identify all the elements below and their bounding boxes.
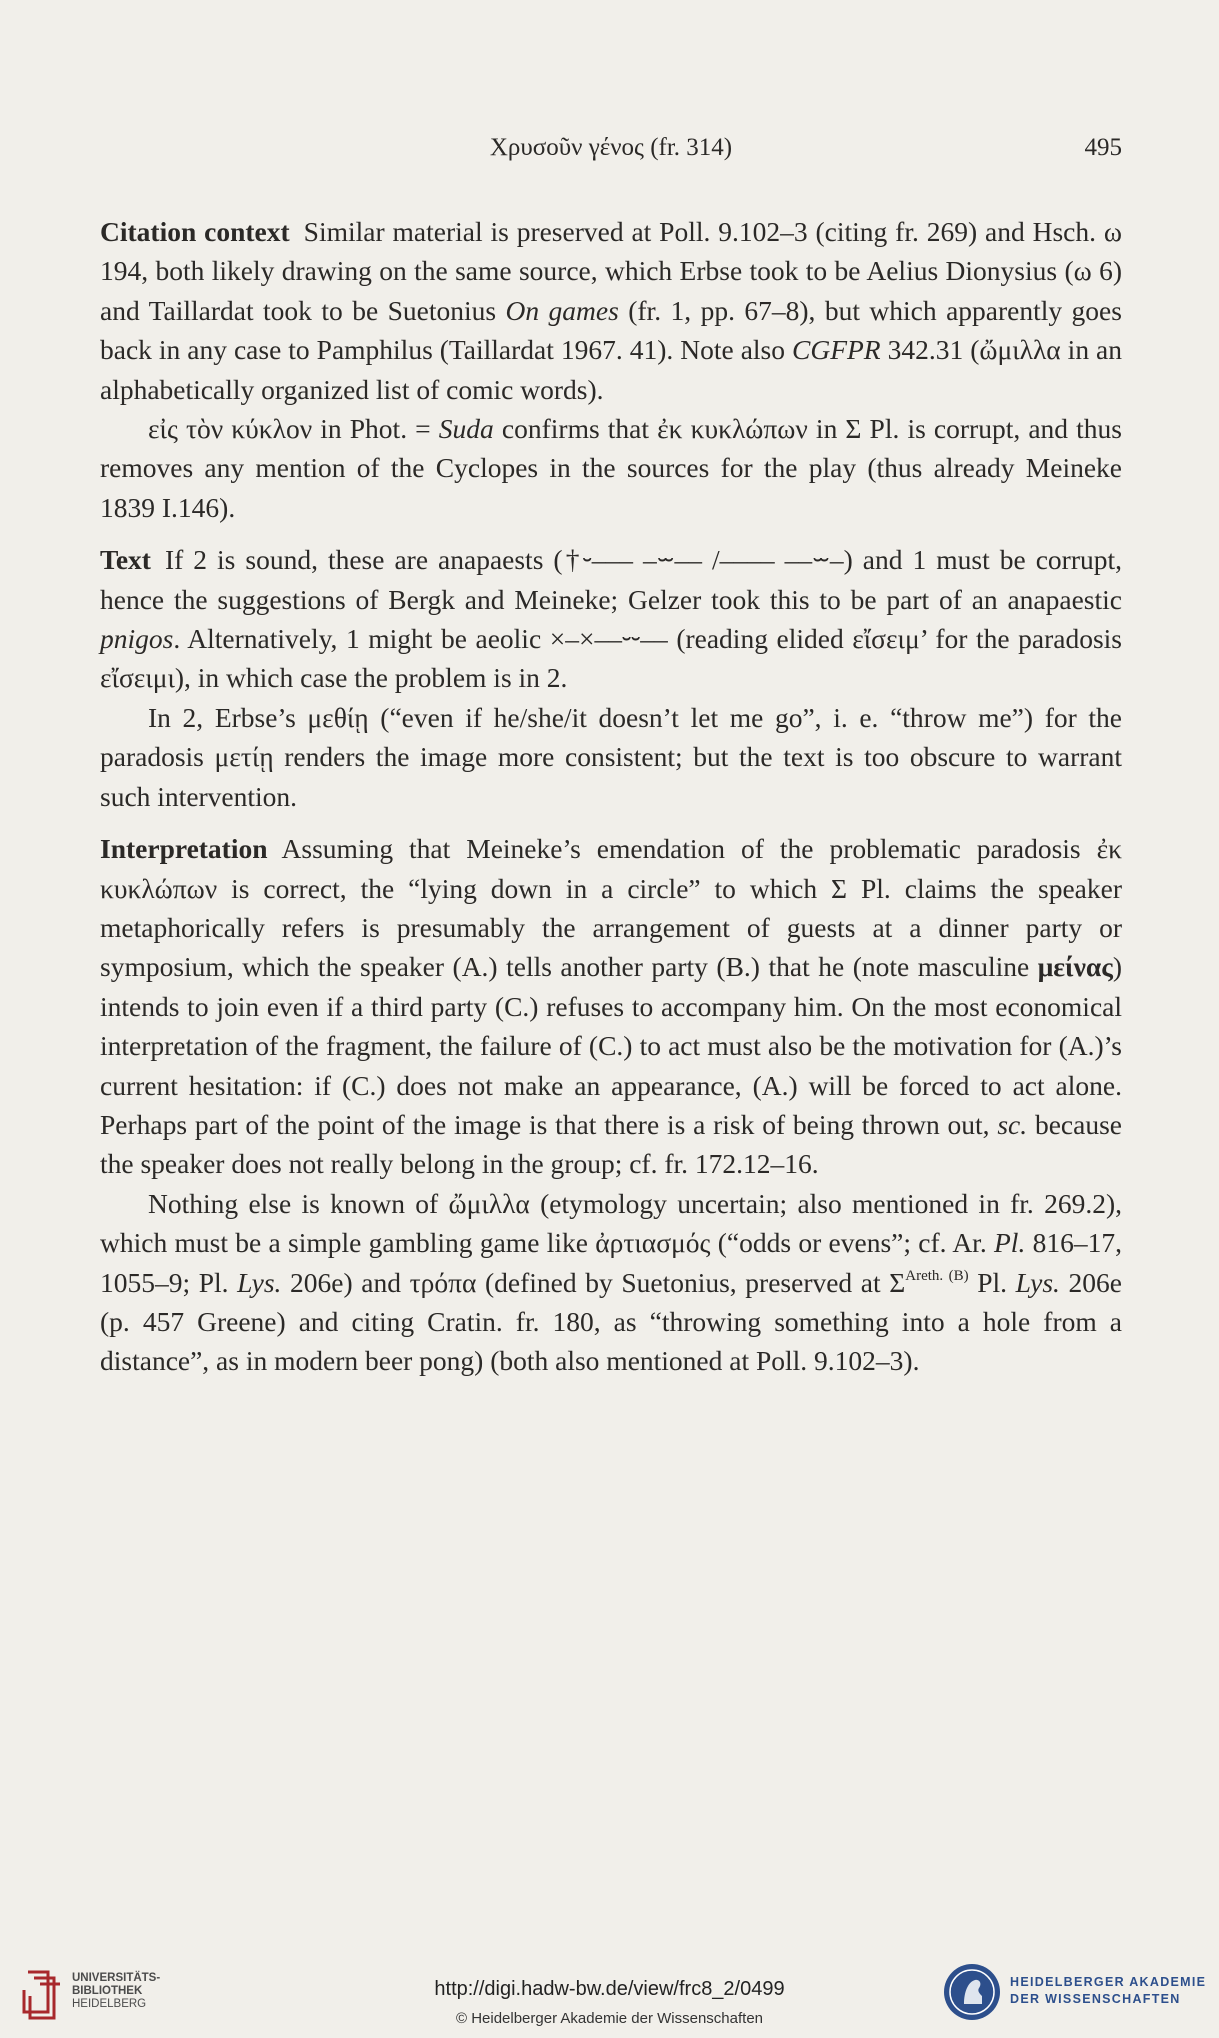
text-run: Similar material is preserved at Poll. 9.102–3 (citing fr. 269) and Hsch. ω 194, both likely drawing on the same source, which Erbse took to be Aelius Dionysius (ω 6) and Taillardat took to be Suetonius	[100, 216, 1122, 326]
italic-abbreviation: sc.	[997, 1108, 1028, 1140]
paragraph-nothing-else	[100, 1184, 1122, 1381]
paragraph-text	[100, 540, 1122, 698]
bold-greek-word: μείνας	[1037, 951, 1113, 983]
text-run: because the speaker does not really belong in the group; cf. fr. 172.12–16.	[100, 1108, 1122, 1180]
text-run: 206e) and τρόπα (defined by Suetonius, preserved at Σ	[281, 1266, 906, 1298]
text-run: Assuming that Meineke’s emendation of the problematic paradosis ἐκ κυκλώπων is correct, the “lying down in a circle” to which Σ Pl. claims the speaker metaphorically refers is presumably the arrangement of guests at a dinner party or symposium, which the speaker (A.) tells another party (B.) that he (note masculine	[100, 833, 1122, 983]
paragraph-citation-context	[100, 212, 1122, 409]
text-run: confirms that ἐκ κυκλώπων in Σ Pl. is corrupt, and thus removes any mention of the Cyclopes in the sources for the play (thus already Meineke 1839 I.146).	[100, 413, 1122, 523]
text-run: Pl.	[968, 1266, 1016, 1298]
library-line: BIBLIOTHEK	[72, 1985, 143, 1997]
heading-interpretation: Interpretation	[100, 833, 268, 865]
running-head	[100, 134, 1122, 170]
digitization-footer	[0, 1950, 1219, 2038]
text-run: εἰς τὸν κύκλον in Phot. =	[148, 413, 439, 445]
scholia-siglum: Areth. (B)	[905, 1267, 969, 1284]
paragraph-interpretation	[100, 829, 1122, 1184]
text-run: (fr. 1, pp. 67–8), but which apparently goes back in any case to Pamphilus (Taillardat 1967. 41). Note also	[100, 294, 1122, 366]
text-run: Nothing else is known of ὤμιλλα (etymology uncertain; also mentioned in fr. 269.2), which must be a simple gambling game like ἀρτιασμός (“odds or evens”; cf. Ar.	[100, 1187, 1122, 1259]
italic-title: Lys.	[1015, 1266, 1060, 1298]
paragraph-phot	[100, 409, 1122, 527]
page-number: 495	[1084, 134, 1122, 161]
permalink-url[interactable]: http://digi.hadw-bw.de/view/frc8_2/0499	[434, 1978, 785, 2000]
italic-title: On games	[505, 294, 619, 326]
paragraph-erbse	[100, 698, 1122, 816]
commentary-body	[100, 212, 1122, 1381]
italic-title: CGFPR	[792, 334, 881, 366]
library-line: UNIVERSITÄTS-	[72, 1972, 161, 1984]
heading-text: Text	[100, 544, 151, 576]
library-line: HEIDELBERG	[72, 1998, 147, 2010]
copyright-notice: © Heidelberger Akademie der Wissenschaften	[455, 2010, 764, 2027]
text-run: . Alternatively, 1 might be aeolic ×–×––⏑⏑–– (reading elided εἴσειμ’ for the paradosis εἴσειμι), in which case the problem is in 2.	[100, 623, 1122, 694]
text-run: 206e (p. 457 Greene) and citing Cratin. fr. 180, as “throwing something into a hole from a distance”, as in modern beer pong) (both also mentioned at Poll. 9.102–3).	[100, 1266, 1122, 1377]
italic-term: pnigos	[100, 623, 174, 655]
academy-seal-icon	[942, 1962, 1002, 2022]
academy-line: DER WISSENSCHAFTEN	[1010, 1992, 1181, 2006]
academy-name	[1010, 1974, 1206, 2008]
text-run: 816–17, 1055–9; Pl.	[100, 1227, 1123, 1298]
text-run: 342.31 (ὤμιλλα in an alphabetically organized list of comic words).	[100, 334, 1123, 405]
academy-line: HEIDELBERGER AKADEMIE	[1010, 1975, 1207, 1989]
text-run: In 2, Erbse’s μεθίῃ (“even if he/she/it doesn’t let me go”, i. e. “throw me”) for the paradosis μετίῃ renders the image more consistent; but the text is too obscure to warrant such intervention.	[100, 701, 1122, 812]
text-run: ) intends to join even if a third party (C.) refuses to accompany him. On the most economical interpretation of the fragment, the failure of (C.) to act must also be the motivation for (A.)’s current hesitation: if (C.) does not make an appearance, (A.) will be forced to act alone. Perhaps part of the point of the image is that there is a risk of being thrown out,	[100, 951, 1122, 1140]
italic-title: Pl.	[994, 1227, 1026, 1259]
italic-title: Lys.	[237, 1266, 282, 1298]
heading-citation-context: Citation context	[100, 216, 290, 247]
running-head-title: Χρυσοῦν γένος (fr. 314)	[489, 134, 733, 161]
text-run: If 2 is sound, these are anapaests (†⏑––– –⏖–– /–––– ––⏖–) and 1 must be corrupt, hence the suggestions of Bergk and Meineke; Gelzer took this to be part of an anapaestic	[100, 544, 1122, 615]
italic-title: Suda	[438, 413, 494, 445]
